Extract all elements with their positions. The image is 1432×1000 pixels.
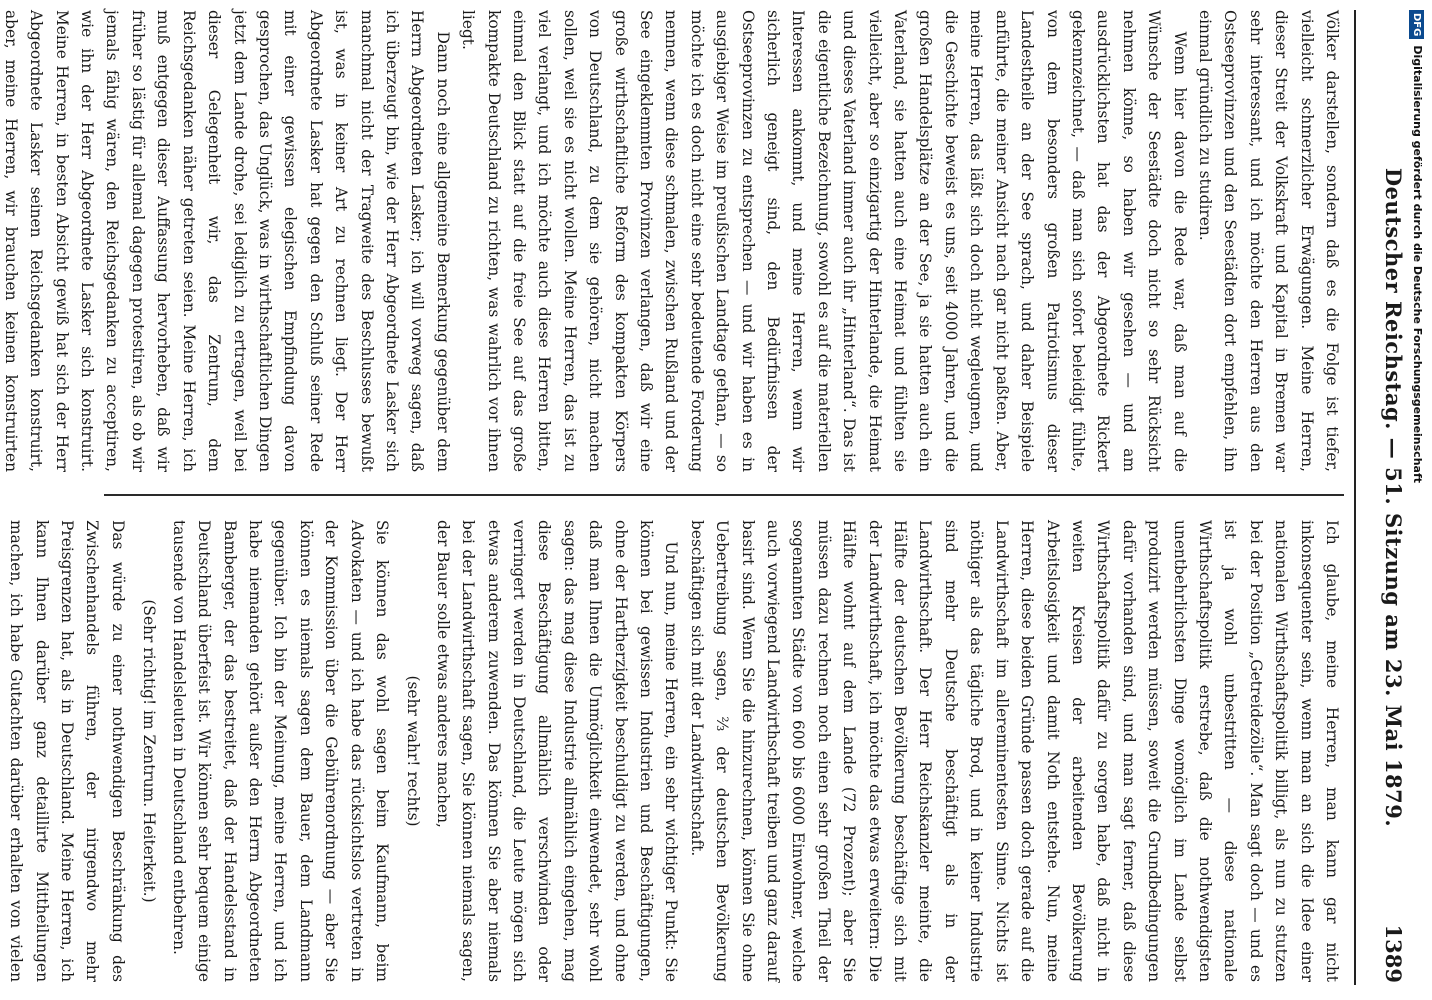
paragraph: Dann noch eine allgemeine Bemerkung gegenüber dem Herrn Abgeordneten Lasker; ich will vorweg sagen, daß ich überzeugt bin, wie der Herr Abgeordnete Lasker sich manchmal nicht der Tragweite des Beschlusses bewußt ist, was in keiner Art zu rechnen liegt. Der Herr Abgeordnete Lasker hat gegen den Schluß seiner Rede mit einer gewissen elegischen Empfindung davon gesprochen, das Unglück, was in wirthschaftlichen Dingen jetzt dem Lande drohe, sei lediglich zu ertragen, weil bei dieser Gelegenheit wir, das Zentrum, dem Reichsgedanken näher getreten seien. Meine Herren, ich muß entgegen dieser Auffassung hervorheben, daß wir früher so lästig für allemal dagegen protestiren, als ob wir jemals fähig wären, den Reichsgedanken zu acceptiren, wie ihn der Herr Abgeordnete Lasker sich konstruirt. Meine Herren, in besten Absicht gewiß hat sich der Herr Abgeordnete Lasker seinen Reichsgedanken konstruirt, aber, meine Herren, wir brauchen keinen konstruirten [1,10,452,472]
paragraph: Das würde zu einer nothwendigen Beschränkung des Zwischenhandels führen, der nirgendwo mehr Preisgrenzen hat, als in Deutschland. Meine Herren, ich kann Ihnen darüber ganz detaillirte Mittheilungen machen, ich habe Gutachten darüber erhalten von vielen [7,520,127,982]
dfg-logo: DFG [1409,10,1424,39]
interjection: (sehr wahr! rechts) [404,675,423,827]
right-text-column [7,520,1344,982]
page-number: 1389 [1381,924,1406,983]
credit-text: Digitalisierung gefördert durch die Deutsche Forschungsgemeinschaft [1411,45,1424,484]
paragraph: Völker darstellen, sondern daß es die Folge ist tiefer, vielleicht schmerzlicher Erwägungen. Meine Herren, dieser Streit der Volkskraft und Kapital in Bremen war sehr interessant, und ich möchte den Herren aus den Ostseeprovinzen und den Seestädten dort empfehlen, ihn einmal gründlich zu studiren. [1195,10,1341,472]
page-title: Deutscher Reichstag. — 51. Sitzung am 23. Mai 1879. [1381,167,1406,828]
paragraph: Wenn hier davon die Rede war, daß man auf die Wünsche der Seestädte doch nicht so sehr Rücksicht nehmen könne, so haben wir gesehen — und am ausdrücklichsten hat das der Abgeordnete Rickert gekennzeichnet, — daß man sich sofort beleidigt fühlte, von dem besonders großen Patriotismus dieser Landestheile an der See sprach, und daher Beispiele anführte, die meiner Ansicht nach gar nicht paßten. Aber, meine Herren, das läßt sich doch nicht wegleugnen, und die Geschichte beweist es uns, seit 4000 Jahren, und die großen Handelsplätze an der See, ja sie hatten auch ein Vaterland, sie hatten auch eine Heimat und fühlten sie vielleicht, aber so einzigartig der Hinterlande, die Heimat und dieses Vaterland immer auch ihr „Hinterland“. Das ist die eigentliche Bezeichnung, sowohl es auf die materiellen Interessen ankommt, und meine Herren, wenn wir sicherlich geneigt sind, den Bedürfnissen der Ostseeprovinzen zu entsprechen — und wir haben es in ausgiebiger Weise im preußischen Landtage gethan, — so möchte ich es doch nicht eine sehr bedeutende Forderung nennen, wenn diese schmalen, zwischen Rußland und der See eingeklemmten Provinzen verlangen, daß wir eine große wirthschaftliche Reform des kompakten Körpers von Deutschland, zu dem sie gehören, nicht machen sollen, weil sie es nicht wollen. Meine Herren, das ist zu viel verlangt, und ich möchte auch diese Herren bitten, einmal den Blick statt auf die freie See auf das große kompakte Deutschland zu richten, was wahrlich vor ihnen liegt. [459,10,1189,472]
interjection: (Sehr richtig! im Zentrum. Heiterkeit.) [140,599,159,903]
left-text-column [1,10,1344,472]
digitization-credit [1406,10,1428,990]
column-divider [104,494,1344,496]
running-header [1354,10,1412,985]
scanned-page [1,0,1432,1000]
paragraph: Ich glaube, meine Herren, man kann gar nicht inkonsequenter sein, wenn man an sich die Idee einer nationalen Wirthschaftspolitik billigt, als nun zu stutzen bei der Position „Getreidezölle“. Man sagt doch — und es ist ja wohl unbestritten — diese nationale Wirthschaftspolitik erstrebe, daß die nothwendigsten unentbehrlichsten Dinge womöglich im Lande selbst produzirt werden müssen, soweit die Grundbedingungen dafür vorhanden sind, und man sagt ferner, daß diese Wirthschaftspolitik dafür zu sorgen habe, daß nicht in weiten Kreisen der arbeitenden Bevölkerung Arbeitslosigkeit und damit Noth entstehe. Nun, meine Herren, diese beiden Gründe passen doch gerade auf die Landwirthschaft im allereminentesten Sinne. Nichts ist nöthiger als das tägliche Brod, und in keiner Industrie sind mehr Deutsche beschäftigt als in der Landwirthschaft. Der Herr Reichskanzler meinte, die Hälfte der deutschen Bevölkerung beschäftige sich mit der Landwirthschaft, ich möchte das etwas erweitern: Die Hälfte wohnt auf dem Lande (72 Prozent); aber Sie müssen dazu rechnen noch einen sehr großen Theil der sogenannten Städte von 600 bis 6000 Einwohner, welche auch vorwiegend Landwirthschaft treiben und ganz darauf basirt sind. Wenn Sie die hinzurechnen, können Sie ohne Uebertreibung sagen, ⅔ der deutschen Bevölkerung beschäftigen sich mit der Landwirthschaft. [687,520,1341,982]
paragraph: Und nun, meine Herren, ein sehr wichtiger Punkt: Sie können bei gewissen Industrien und Beschäftigungen, ohne der Hartherzigkeit beschuldigt zu werden, und ohne daß man Ihnen die Unmöglichkeit einwendet, sehr wohl sagen: das mag diese Industrie allmählich eingehen, mag diese Beschäftigung allmählich verschwinden oder verringert werden in Deutschland, die Leute mögen sich etwas anderem zuwenden. Das können Sie aber niemals bei der Landwirthschaft sagen, Sie können niemals sagen, der Bauer solle etwas anderes machen, [433,520,681,982]
paragraph: Sie können das wohl sagen beim Kaufmann, beim Advokaten — und ich habe das rücksichtslos vertreten in der Kommission über die Gebührenordnung — aber Sie können es niemals sagen dem Bauer, dem Landmann gegenüber. Ich bin der Meinung, meine Herren, und ich habe niemanden gehört außer den Herrn Abgeordneten Bamberger, der das bestreitet, daß der Handelsstand in Deutschland überfeist ist. Wir können sehr bequem einige tausende von Handelsleuten in Deutschland entbehren. [169,520,391,982]
